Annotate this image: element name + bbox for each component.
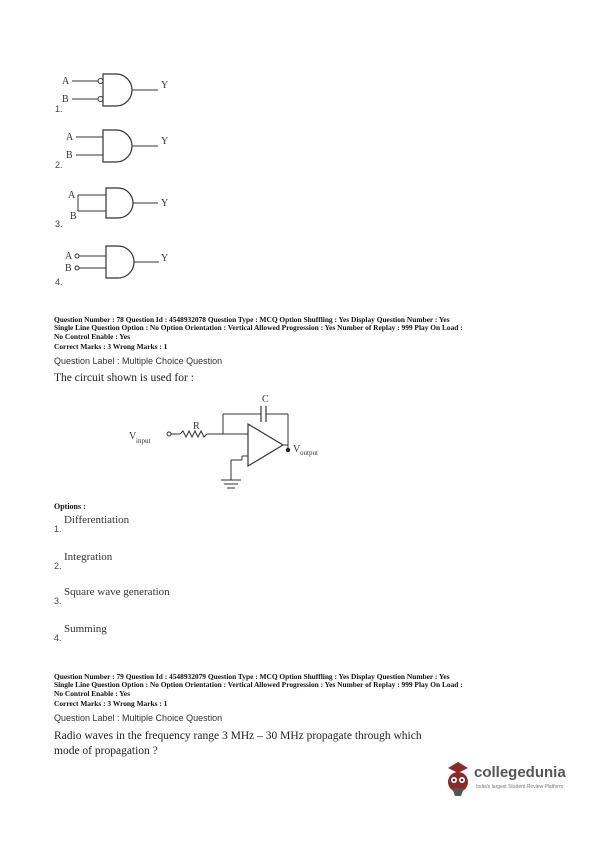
q79-meta-line-1: Question Number : 79 Question Id : 4548932079 Question Type : MCQ Option Shuffling : Yes Display Question Number : Yes — [54, 672, 450, 681]
q78-meta-line-3: No Control Enable : Yes — [54, 331, 130, 341]
gate-4-output-label: Y — [161, 253, 169, 264]
collegedunia-brand: collegedunia — [474, 764, 566, 781]
option-number: 4. — [54, 633, 62, 643]
option-number: 1. — [54, 524, 62, 534]
q79-stem-line-1: Radio waves in the frequency range 3 MHz – 30 MHz propagate through which — [54, 730, 422, 742]
option-number: 2. — [54, 561, 62, 571]
ground-symbol — [221, 480, 241, 488]
q79-stem-line-2: mode of propagation ? — [54, 745, 158, 757]
option-text: Summing — [64, 623, 107, 635]
q78-meta-line-2: Single Line Question Option : No Option Orientation : Vertical Allowed Progression : Yes Number of Replay : 999 Play On Load : — [54, 323, 463, 333]
q78-question-label: Question Label : Multiple Choice Question — [54, 356, 223, 366]
q79-metadata — [54, 673, 554, 709]
and-gate-shape — [106, 188, 133, 218]
option-text: Square wave generation — [64, 586, 170, 598]
option-number: 3. — [54, 596, 62, 606]
gate-2-input-b-label: B — [66, 150, 73, 161]
and-gate-shape — [103, 130, 132, 162]
gate-option-4-number: 4. — [55, 277, 63, 287]
gate-1-output-label: Y — [161, 80, 169, 91]
q78-marks: Correct Marks : 3 Wrong Marks : 1 — [54, 342, 168, 352]
gate-option-2-number: 2. — [55, 160, 63, 170]
vout-label-main: V — [293, 444, 301, 455]
collegedunia-tagline: India's largest Student Review Platform — [476, 784, 564, 790]
integrator-circuit-diagram — [125, 388, 365, 498]
gate-3-input-a-label: A — [68, 190, 76, 201]
gate-option-4-diagram — [60, 240, 180, 286]
q78-metadata — [54, 316, 554, 352]
q79-question-label: Question Label : Multiple Choice Question — [54, 713, 223, 723]
gate-2-output-label: Y — [161, 136, 169, 147]
option-text: Integration — [64, 551, 113, 563]
gate-3-input-b-label: B — [70, 211, 77, 222]
gate-1-input-a-label: A — [62, 76, 70, 87]
q79-marks: Correct Marks : 3 Wrong Marks : 1 — [54, 699, 168, 709]
vout-label-sub: output — [300, 449, 318, 457]
gate-2-input-a-label: A — [66, 132, 74, 143]
vin-label-main: V — [129, 431, 137, 442]
vin-label-sub: input — [136, 437, 151, 445]
q78-options-heading: Options : — [54, 502, 86, 511]
gate-option-3-number: 3. — [55, 219, 63, 229]
and-gate-shape — [103, 74, 132, 106]
collegedunia-logo-icon — [440, 758, 476, 800]
q78-meta-line-1: Question Number : 78 Question Id : 4548932078 Question Type : MCQ Option Shuffling : Yes Display Question Number : Yes — [54, 315, 450, 324]
gate-4-input-a-label: A — [65, 251, 73, 262]
gate-3-output-label: Y — [161, 198, 169, 209]
and-gate-shape — [106, 246, 134, 278]
gate-option-1-number: 1. — [55, 104, 63, 114]
q79-meta-line-3: No Control Enable : Yes — [54, 688, 130, 698]
option-text: Differentiation — [64, 514, 130, 526]
q79-meta-line-2: Single Line Question Option : No Option Orientation : Vertical Allowed Progression : Yes Number of Replay : 999 Play On Load : — [54, 680, 463, 690]
resistor-label: R — [193, 421, 200, 432]
gate-option-1-diagram — [60, 68, 180, 114]
collegedunia-watermark — [440, 758, 580, 802]
capacitor-label: C — [262, 394, 269, 405]
gate-4-input-b-label: B — [65, 263, 72, 274]
gate-1-input-b-label: B — [62, 94, 69, 105]
q78-question-stem: The circuit shown is used for : — [54, 372, 194, 384]
gate-option-3-diagram — [60, 184, 180, 230]
gate-option-2-diagram — [60, 124, 180, 170]
q79-question-stem — [54, 729, 422, 759]
op-amp-symbol — [248, 424, 283, 466]
